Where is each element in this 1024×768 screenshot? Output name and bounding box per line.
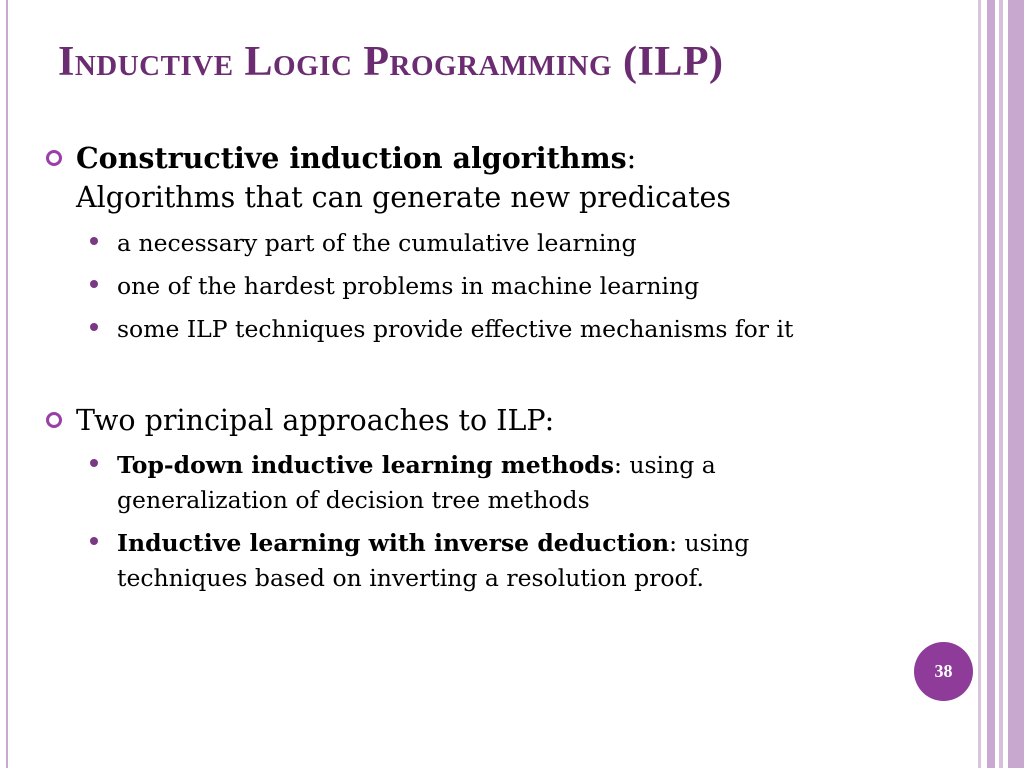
- dot-bullet-icon: [90, 459, 98, 467]
- sub-bullet-text: [117, 526, 749, 560]
- bold-term: Inductive learning with inverse deduction: [117, 529, 670, 557]
- page-number-badge: 38: [914, 642, 973, 701]
- sub-bullet-text: one of the hardest problems in machine learning: [117, 272, 700, 300]
- sub-bullet-text: some ILP techniques provide effective mechanisms for it: [117, 315, 794, 343]
- text-rest: : using a: [613, 451, 716, 479]
- main-bullet-text: [76, 140, 636, 177]
- ring-bullet-icon: [46, 150, 62, 166]
- right-decor-stripe: [987, 0, 995, 768]
- text-rest: : using: [669, 529, 750, 557]
- dot-bullet-icon: [90, 237, 98, 245]
- bold-term: Top-down inductive learning methods: [117, 451, 614, 479]
- main-bullet-text-line2: Algorithms that can generate new predicates: [76, 181, 732, 214]
- slide-title: Inductive Logic Programming (ILP): [58, 39, 724, 85]
- right-decor-stripe: [978, 0, 981, 768]
- sub-bullet-text-line2: techniques based on inverting a resolution proof.: [117, 564, 704, 592]
- dot-bullet-icon: [90, 323, 98, 331]
- right-decor-stripe: [999, 0, 1003, 768]
- sub-bullet-text: a necessary part of the cumulative learning: [117, 229, 637, 257]
- ring-bullet-icon: [46, 412, 62, 428]
- right-decor-stripe: [1008, 0, 1024, 768]
- text-rest: :: [626, 142, 637, 175]
- main-bullet-text: Two principal approaches to ILP:: [76, 404, 555, 437]
- sub-bullet-text-line2: generalization of decision tree methods: [117, 486, 590, 514]
- dot-bullet-icon: [90, 280, 98, 288]
- dot-bullet-icon: [90, 537, 98, 545]
- sub-bullet-text: [117, 448, 716, 482]
- left-border-line: [6, 0, 8, 768]
- bold-term: Constructive induction algorithms: [76, 141, 627, 175]
